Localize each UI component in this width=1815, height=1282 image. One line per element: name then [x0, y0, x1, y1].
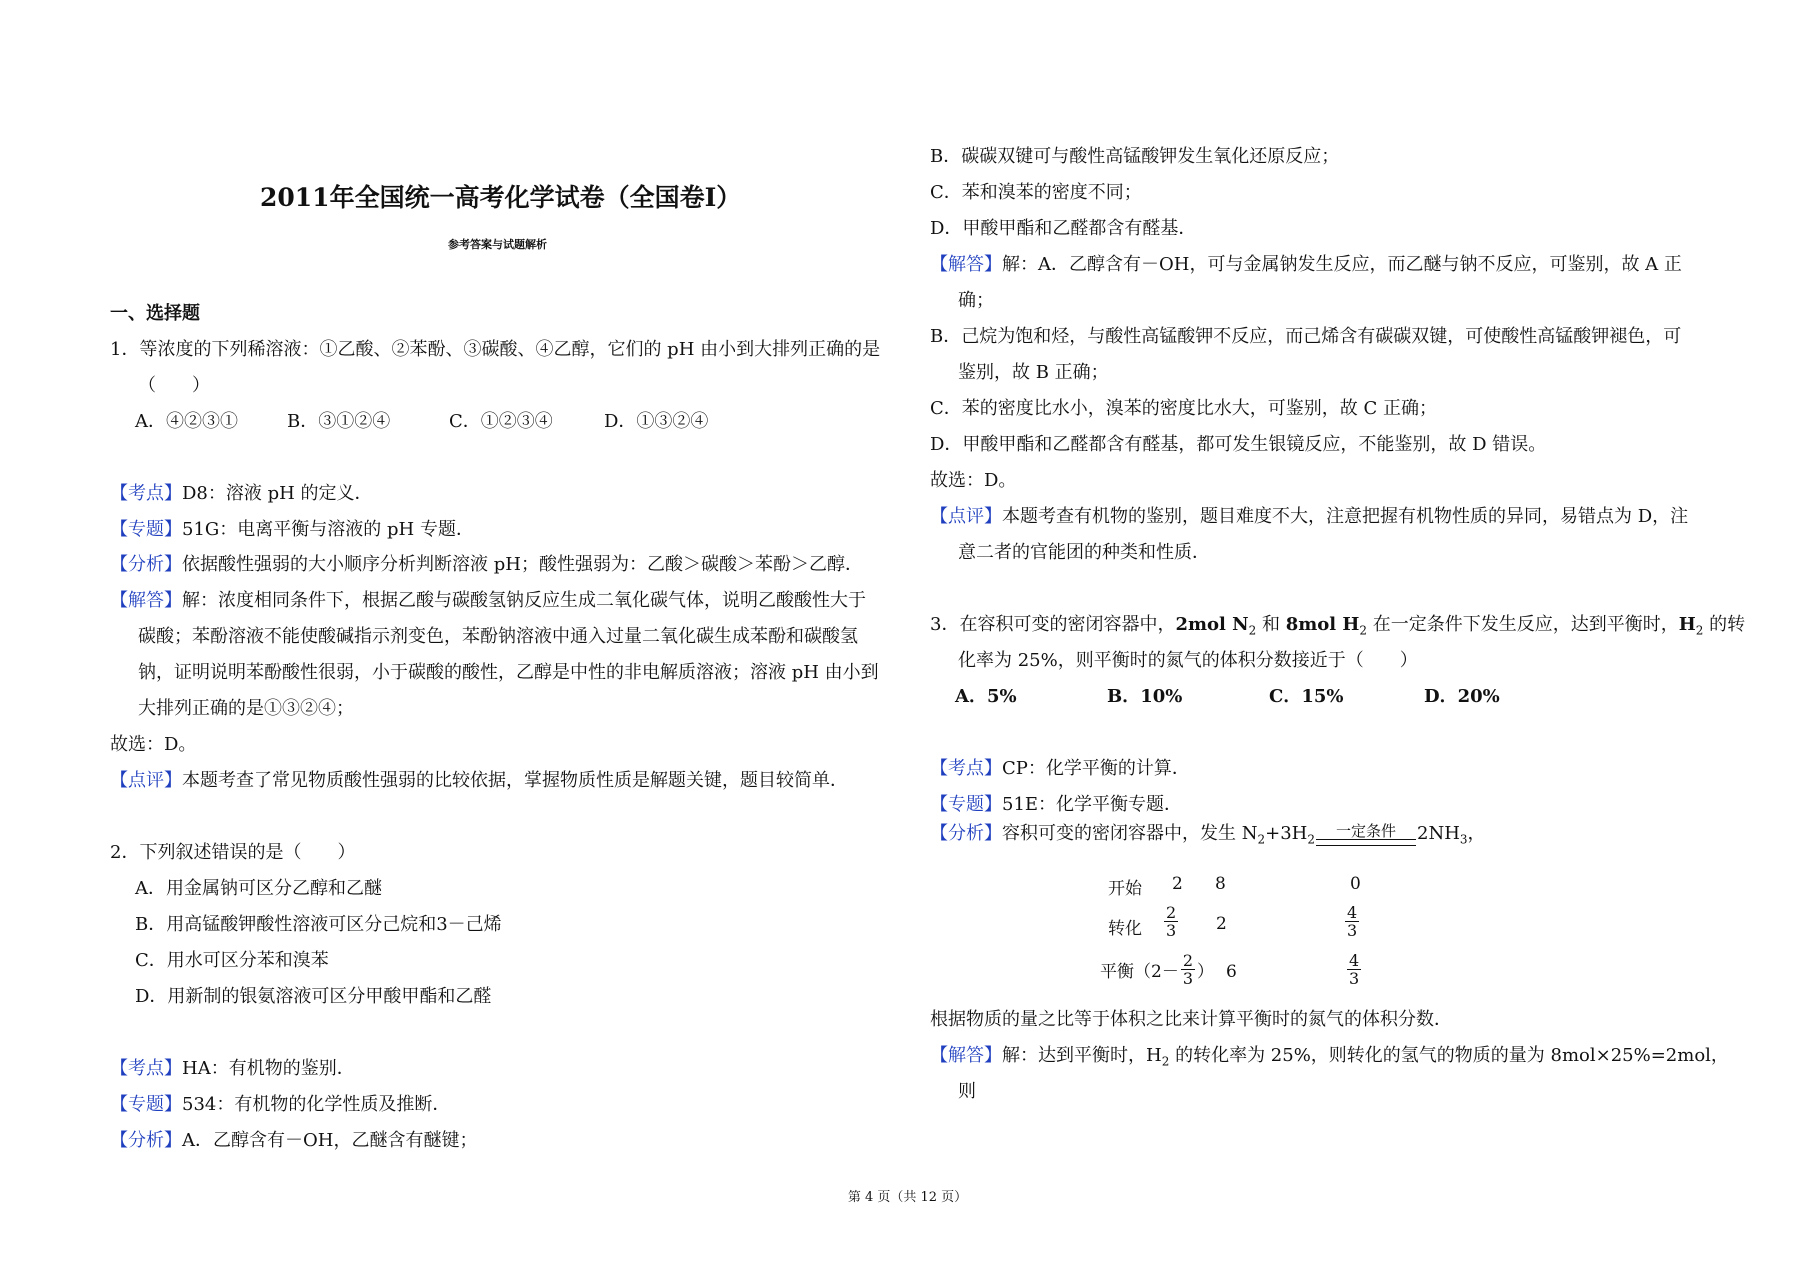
q3-fenxi-text: 容积可变的密闭容器中，发生	[1002, 823, 1242, 844]
fraction-numerator: 2	[1166, 903, 1177, 922]
row-start-nh3: 0	[1350, 874, 1361, 894]
q3-jieda-line1a: 解：达到平衡时，H	[1002, 1045, 1162, 1066]
row-equilibrium-n2	[1100, 952, 1214, 987]
q3-kaodian-text: CP：化学平衡的计算．	[1002, 758, 1190, 779]
q1-option-c: C．①②③④	[449, 411, 553, 432]
row-equilibrium-label: 平衡（2－	[1100, 962, 1179, 982]
row-start-n2: 2	[1172, 874, 1183, 894]
q1-zhuanti	[110, 518, 474, 542]
q2-option-b: B．用高锰酸钾酸性溶液可区分己烷和3－己烯	[135, 914, 502, 935]
subscript: 2	[1359, 623, 1368, 638]
equation-n2: N	[1241, 823, 1258, 844]
tag-jieda: 【解答】	[930, 254, 1002, 275]
q2-option-a: A．用金属钠可区分乙醇和乙醚	[135, 878, 382, 899]
q1-option-a: A．④②③①	[135, 411, 238, 432]
subscript: 2	[1161, 1054, 1170, 1069]
q3-option-a: A．5%	[955, 686, 1017, 707]
q3-stem-h2: 8mol H	[1285, 614, 1360, 635]
q3-stem-h: H	[1678, 614, 1696, 635]
q2-jieda-c: C．苯的密度比水小，溴苯的密度比水大，可鉴别，故 C 正确；	[930, 398, 1437, 419]
subscript: 2	[1307, 832, 1315, 847]
q3-stem-g: 的转	[1703, 614, 1746, 635]
q2-jieda-line1: 解：A．乙醇含有－OH，可与金属钠发生反应，而乙醚与钠不反应，可鉴别，故 A 正	[1002, 254, 1682, 275]
row-start-h2: 8	[1215, 874, 1226, 894]
row-change-nh3	[1343, 904, 1361, 939]
q3-options	[955, 685, 1500, 709]
fraction-denominator: 3	[1166, 921, 1177, 940]
row-start-label: 开始	[1108, 879, 1142, 899]
q2-fenxi-text: A．乙醇含有－OH，乙醚含有醚键；	[182, 1130, 478, 1151]
row-change-n2	[1162, 904, 1180, 939]
subscript: 2	[1695, 623, 1704, 638]
q2-dianping-line1: 本题考查有机物的鉴别，题目难度不大，注意把握有机物性质的异同，易错点为 D，注	[1002, 506, 1689, 527]
q2-option-c: C．用水可区分苯和溴苯	[135, 950, 329, 971]
q1-dianping	[110, 769, 848, 793]
fraction-denominator: 3	[1347, 921, 1358, 940]
q2-dianping-line2: 意二者的官能团的种类和性质．	[958, 542, 1210, 563]
reaction-condition-label: 一定条件	[1335, 821, 1396, 840]
q2-analysis-b: B．碳碳双键可与酸性高锰酸钾发生氧化还原反应；	[930, 146, 1340, 167]
fraction-denominator: 3	[1349, 969, 1360, 988]
reaction-condition	[1316, 823, 1416, 852]
fraction-numerator: 4	[1347, 903, 1358, 922]
q2-analysis-d: D．甲酸甲酯和乙醛都含有醛基．	[930, 218, 1197, 239]
q2-jieda-d: D．甲酸甲酯和乙醛都含有醛基，都可发生银镜反应，不能鉴别，故 D 错误。	[930, 434, 1547, 455]
row-change-h2: 2	[1216, 914, 1227, 934]
tag-jieda: 【解答】	[110, 590, 182, 611]
q3-stem-a: 3．在容积可变的密闭容器中，	[930, 614, 1176, 635]
fraction	[1181, 952, 1195, 987]
q3-option-d: D．20%	[1424, 686, 1500, 707]
q1-stem: 1．等浓度的下列稀溶液：①乙酸、②苯酚、③碳酸、④乙醇，它们的 pH 由小到大排列正确的是	[110, 339, 881, 360]
equation-nh3: 2NH	[1417, 823, 1460, 844]
fraction	[1347, 952, 1361, 987]
q2-jieda-line2: 确；	[958, 290, 994, 311]
q1-jieda-line4: 大排列正确的是①③②④；	[138, 698, 354, 719]
tag-dianping: 【点评】	[930, 506, 1002, 527]
section-heading: 一、选择题	[110, 303, 200, 324]
q2-jieda	[930, 253, 1682, 277]
q1-kaodian	[110, 482, 373, 506]
page-subtitle: 参考答案与试题解析	[448, 238, 547, 251]
q1-jieda-line3: 钠，证明说明苯酚酸性很弱，小于碳酸的酸性，乙醇是中性的非电解质溶液；溶液 pH 由小到	[138, 662, 879, 683]
subscript: 2	[1257, 832, 1266, 847]
q2-zhuanti-text: 534：有机物的化学性质及推断．	[182, 1094, 451, 1115]
q1-option-d: D．①③②④	[604, 411, 709, 432]
q1-jieda-line2: 碳酸；苯酚溶液不能使酸碱指示剂变色，苯酚钠溶液中通入过量二氧化碳生成苯酚和碳酸氢	[138, 626, 858, 647]
equilibrium-bars	[1316, 839, 1416, 846]
page-footer: 第 4 页（共 12 页）	[847, 1190, 968, 1205]
q1-jieda-line1: 解：浓度相同条件下，根据乙酸与碳酸氢钠反应生成二氧化碳气体，说明乙酸酸性大于	[182, 590, 866, 611]
q2-zhuanti	[110, 1093, 450, 1117]
q3-zhuanti-text: 51E：化学平衡专题．	[1002, 794, 1183, 815]
q3-jieda-line1b: 的转化率为 25%，则转化的氢气的物质的量为 8mol×25%=2mol，	[1169, 1045, 1729, 1066]
q2-jieda-b2: 鉴别，故 B 正确；	[958, 362, 1109, 383]
tag-jieda: 【解答】	[930, 1045, 1002, 1066]
tag-fenxi: 【分析】	[930, 823, 1002, 844]
q2-option-d: D．用新制的银氨溶液可区分甲酸甲酯和乙醛	[135, 986, 492, 1007]
q3-fenxi	[930, 822, 1486, 852]
tag-kaodian: 【考点】	[930, 758, 1002, 779]
q3-option-b: B．10%	[1107, 686, 1183, 707]
tag-fenxi: 【分析】	[110, 1130, 182, 1151]
q1-dianping-text: 本题考查了常见物质酸性强弱的比较依据，掌握物质性质是解题关键，题目较简单．	[182, 770, 848, 791]
q2-jieda-b1: B．己烷为饱和烃，与酸性高锰酸钾不反应，而己烯含有碳碳双键，可使酸性高锰酸钾褪色，可	[930, 326, 1682, 347]
q1-option-b: B．③①②④	[287, 411, 391, 432]
q2-answer: 故选：D。	[930, 470, 1017, 491]
q1-jieda	[110, 589, 866, 613]
fraction	[1164, 904, 1178, 939]
q2-stem: 2．下列叙述错误的是（ ）	[110, 842, 356, 863]
tag-zhuanti: 【专题】	[930, 794, 1002, 815]
tag-zhuanti: 【专题】	[110, 1094, 182, 1115]
page-title: 2011年全国统一高考化学试卷（全国卷I）	[260, 183, 742, 212]
equation-h2: +3H	[1265, 823, 1308, 844]
row-equilibrium-close: ）	[1197, 962, 1215, 982]
q3-option-c: C．15%	[1269, 686, 1344, 707]
fraction-numerator: 4	[1349, 951, 1360, 970]
q1-answer: 故选：D。	[110, 734, 197, 755]
equation-end: ，	[1467, 823, 1486, 844]
q1-fenxi	[110, 553, 863, 577]
q3-stem-cont: 化率为 25%，则平衡时的氮气的体积分数接近于（ ）	[958, 650, 1418, 671]
fraction-denominator: 3	[1182, 969, 1194, 988]
q3-kaodian	[930, 757, 1190, 781]
q3-zhuanti	[930, 793, 1182, 817]
q2-dianping	[930, 505, 1688, 529]
fraction	[1345, 904, 1359, 939]
row-equilibrium-nh3	[1345, 952, 1363, 987]
tag-fenxi: 【分析】	[110, 554, 182, 575]
tag-kaodian: 【考点】	[110, 1058, 182, 1079]
q3-fenxi-line2: 根据物质的量之比等于体积之比来计算平衡时的氮气的体积分数．	[930, 1009, 1452, 1030]
row-change-label: 转化	[1108, 919, 1142, 939]
q1-stem-cont: （ ）	[138, 375, 210, 396]
subscript: 3	[1459, 832, 1468, 847]
q2-kaodian-text: HA：有机物的鉴别．	[182, 1058, 355, 1079]
q3-jieda	[930, 1044, 1729, 1074]
q1-options	[135, 410, 708, 434]
q2-analysis-c: C．苯和溴苯的密度不同；	[930, 182, 1142, 203]
q2-kaodian	[110, 1057, 355, 1081]
q3-stem-c: 和	[1256, 614, 1286, 635]
subscript: 2	[1248, 623, 1257, 638]
row-equilibrium-h2: 6	[1226, 962, 1237, 982]
tag-kaodian: 【考点】	[110, 483, 182, 504]
q3-stem-e: 在一定条件下发生反应，达到平衡时，	[1367, 614, 1679, 635]
tag-zhuanti: 【专题】	[110, 519, 182, 540]
q3-stem	[930, 613, 1745, 643]
q3-stem-n2: 2mol N	[1175, 614, 1249, 635]
q3-jieda-line2: 则	[958, 1081, 976, 1102]
q1-zhuanti-text: 51G：电离平衡与溶液的 pH 专题．	[182, 519, 474, 540]
tag-dianping: 【点评】	[110, 770, 182, 791]
fraction-numerator: 2	[1182, 951, 1194, 970]
q2-fenxi	[110, 1129, 477, 1153]
q1-fenxi-text: 依据酸性强弱的大小顺序分析判断溶液 pH；酸性强弱为：乙酸＞碳酸＞苯酚＞乙醇．	[182, 554, 863, 575]
q1-kaodian-text: D8：溶液 pH 的定义．	[182, 483, 373, 504]
